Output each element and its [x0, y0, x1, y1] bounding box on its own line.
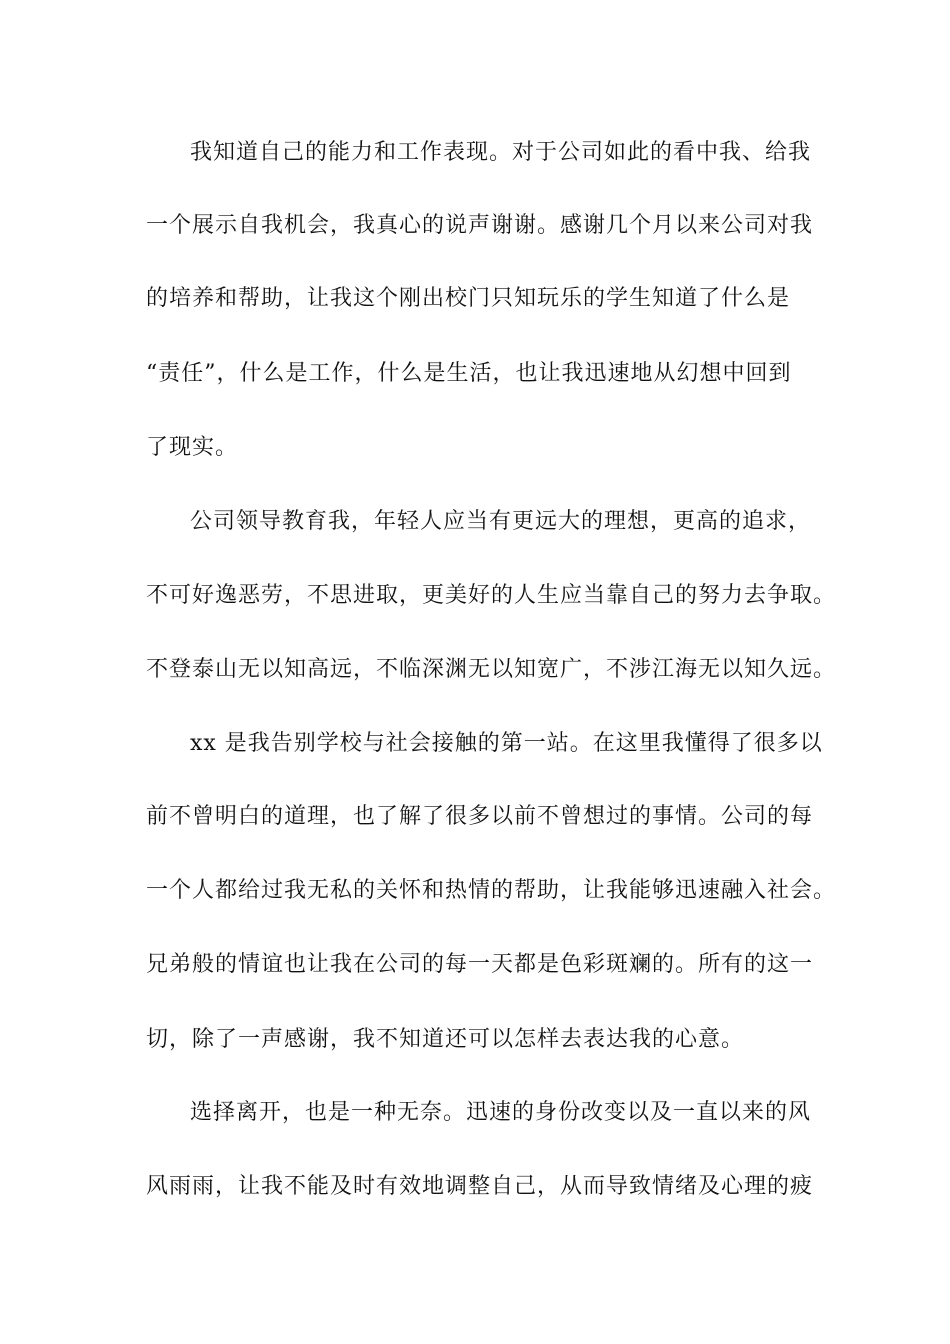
paragraph-1-line-1: 我知道自己的能力和工作表现。对于公司如此的看中我、给我 — [190, 140, 812, 165]
paragraph-3-line-1: xx 是我告别学校与社会接触的第一站。在这里我懂得了很多以 — [190, 731, 823, 756]
paragraph-2-line-1: 公司领导教育我，年轻人应当有更远大的理想，更高的追求， — [190, 509, 812, 534]
paragraph-1-line-3: 的培养和帮助，让我这个刚出校门只知玩乐的学生知道了什么是 — [146, 286, 791, 311]
text-line — [0, 1023, 950, 1057]
text-line — [0, 653, 950, 687]
text-line — [0, 874, 950, 908]
text-line — [0, 505, 950, 539]
text-line — [0, 431, 950, 465]
text-line — [0, 357, 950, 391]
text-line — [0, 727, 950, 761]
text-line — [0, 948, 950, 982]
text-line — [0, 800, 950, 834]
text-line — [0, 282, 950, 316]
paragraph-3-line-5: 切，除了一声感谢，我不知道还可以怎样去表达我的心意。 — [146, 1027, 745, 1052]
text-line — [0, 209, 950, 243]
paragraph-1-line-4: “责任”，什么是工作，什么是生活，也让我迅速地从幻想中回到 — [146, 361, 792, 386]
text-line — [0, 1096, 950, 1130]
paragraph-3-line-4: 兄弟般的情谊也让我在公司的每一天都是色彩斑斓的。所有的这一 — [146, 952, 814, 977]
paragraph-4-line-1: 选择离开，也是一种无奈。迅速的身份改变以及一直以来的风 — [190, 1100, 812, 1125]
paragraph-1-line-2: 一个展示自我机会，我真心的说声谢谢。感谢几个月以来公司对我 — [146, 213, 814, 238]
paragraph-2-line-3: 不登泰山无以知高远，不临深渊无以知宽广，不涉江海无以知久远。 — [146, 657, 837, 682]
paragraph-3-line-3: 一个人都给过我无私的关怀和热情的帮助，让我能够迅速融入社会。 — [146, 878, 837, 903]
paragraph-1-line-5: 了现实。 — [146, 435, 239, 460]
paragraph-4-line-2: 风雨雨，让我不能及时有效地调整自己，从而导致情绪及心理的疲 — [146, 1174, 814, 1199]
text-line — [0, 136, 950, 170]
paragraph-2-line-2: 不可好逸恶劳，不思进取，更美好的人生应当靠自己的努力去争取。 — [146, 583, 837, 608]
paragraph-3-line-2: 前不曾明白的道理，也了解了很多以前不曾想过的事情。公司的每 — [146, 804, 814, 829]
text-line — [0, 1170, 950, 1204]
text-line — [0, 579, 950, 613]
